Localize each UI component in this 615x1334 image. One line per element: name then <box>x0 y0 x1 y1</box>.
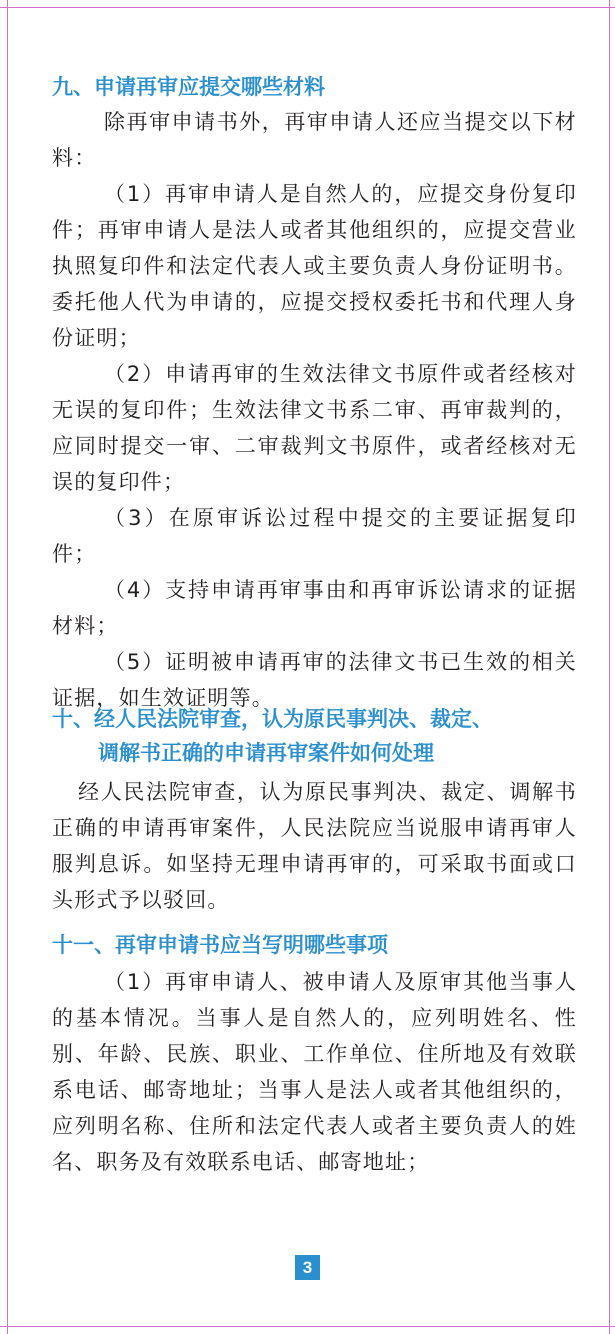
page-border-top <box>0 7 615 8</box>
section-10 <box>52 702 577 918</box>
section-11-item-1: （1）再审申请人、被申请人及原审其他当事人的基本情况。当事人是自然人的，应列明姓名、性别、年龄、民族、职业、工作单位、住所地及有效联系电话、邮寄地址；当事人是法人或者其他组织的，应列明名称、住所和法定代表人或者主要负责人的姓名、职务及有效联系电话、邮寄地址； <box>52 970 577 1174</box>
page-border-right <box>609 0 610 1334</box>
section-11 <box>52 928 577 1180</box>
section-9-heading: 九、申请再审应提交哪些材料 <box>52 75 325 99</box>
section-11-heading: 十一、再审申请书应当写明哪些事项 <box>52 933 388 957</box>
section-9-item-1: （1）再审申请人是自然人的，应提交身份复印件；再审申请人是法人或者其他组织的，应提交营业执照复印件和法定代表人或主要负责人身份证明书。委托他人代为申请的，应提交授权委托书和代理人身份证明； <box>52 182 577 350</box>
section-9-item-4: （4）支持申请再审事由和再审诉讼请求的证据材料； <box>52 578 577 638</box>
section-10-heading-line-2: 调解书正确的申请再审案件如何处理 <box>98 741 434 765</box>
page-border-bottom <box>0 1326 615 1327</box>
section-9-item-2: （2）申请再审的生效法律文书原件或者经核对无误的复印件；生效法律文书系二审、再审裁判的，应同时提交一审、二审裁判文书原件，或者经核对无误的复印件； <box>52 362 577 494</box>
section-10-body: 经人民法院审查，认为原民事判决、裁定、调解书正确的申请再审案件，人民法院应当说服申请再审人服判息诉。如坚持无理申请再审的，可采取书面或口头形式予以驳回。 <box>52 780 577 912</box>
section-9-item-5: （5）证明被申请再审的法律文书已生效的相关证据，如生效证明等。 <box>52 650 577 710</box>
section-9-item-3: （3）在原审诉讼过程中提交的主要证据复印件； <box>52 506 577 566</box>
section-9-intro: 除再审申请书外，再审申请人还应当提交以下材料： <box>52 110 577 170</box>
section-10-heading-line-1: 十、经人民法院审查，认为原民事判决、裁定、 <box>52 707 493 731</box>
page-border-left <box>7 0 8 1334</box>
section-9 <box>52 70 577 716</box>
page-number-badge: 3 <box>295 1255 320 1280</box>
